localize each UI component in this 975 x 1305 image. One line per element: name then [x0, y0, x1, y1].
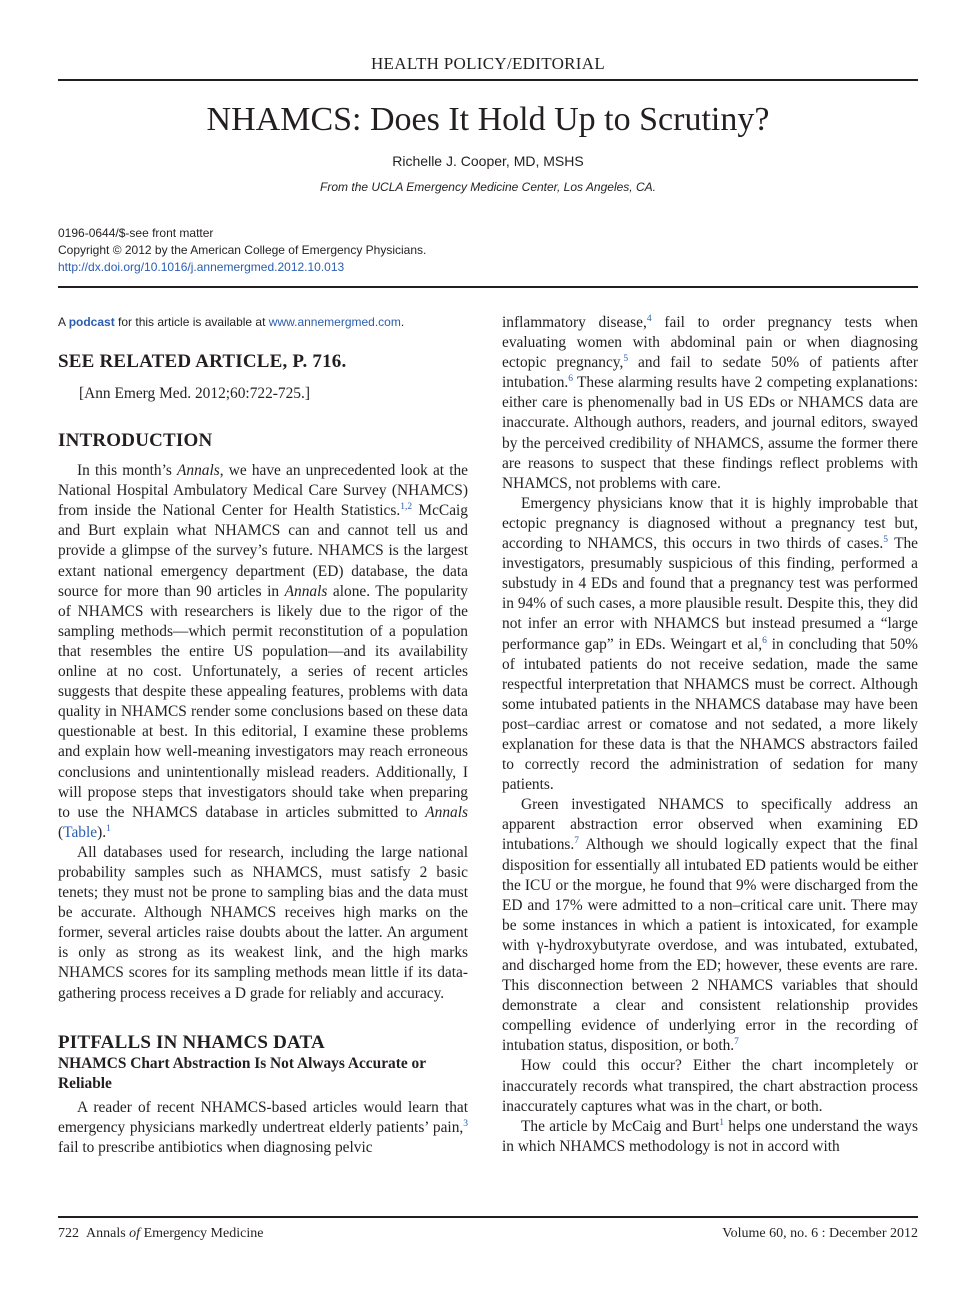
body-paragraph-5: The article by McCaig and Burt$^1$ helps one understand the ways in which NHAMCS methodology is not in accord with [502, 1117, 918, 1155]
table-link[interactable]: Table [63, 823, 98, 841]
reference-link[interactable]: 1,2 [400, 502, 413, 513]
journal-url-link[interactable]: www.annemergmed.com [268, 315, 401, 329]
article-title: NHAMCS: Does It Hold Up to Scrutiny? [206, 101, 770, 138]
body-paragraph-3: Green investigated NHAMCS to specifically address an apparent abstraction error observed when examining ED intubations.$^7$ Although we should logically expect that the final disposition for essentially all intubated ED patients would be either the ICU or the morgue, he found that 9% were discharged from the ED and 17% were admitted to a non–critical care unit. There may be some instances in which a patient is intoxicated, for example with γ-hydroxybutyrate overdose, and was intubated, extubated, and discharged home from the ED; however, these events are rare. This disconnection between 2 NHAMCS variables that should demonstrate a clear and consistent relationship provides compelling evidence of underlying error in the recording of intubation status, disposition, or both.$^7$ [502, 796, 918, 1055]
pitfalls-paragraph-1: A reader of recent NHAMCS-based articles would learn that emergency physicians markedly undertreat elderly patients’ pain,$^3$ fail to prescribe antibiotics when diagnosing pelvic [58, 1098, 468, 1156]
introduction-heading: INTRODUCTION [58, 430, 213, 452]
intro-paragraph-2: All databases used for research, including the large national probability samples such as NHAMCS, must satisfy 2 basic tenets; they must not be prone to sampling bias and the data must be accurate. Although NHAMCS receives high marks on the former, several articles raise doubts about the latter. An argument is only as strong as its weakest link, and the high marks NHAMCS scores for its sampling methods mean little if its data-gathering process receives a D grade for reliably and accuracy. [58, 843, 468, 1002]
issn: 0196-0644/$-see front matter [58, 226, 214, 240]
section-label: HEALTH POLICY/EDITORIAL [370, 54, 606, 73]
reference-link[interactable]: 7 [574, 836, 579, 847]
related-article-heading: SEE RELATED ARTICLE, P. 716. [58, 351, 347, 372]
reference-link[interactable]: 7 [734, 1037, 739, 1048]
author-affiliation: From the UCLA Emergency Medicine Center, Los Angeles, CA. [320, 180, 656, 194]
pitfalls-subheading: NHAMCS Chart Abstraction Is Not Always Accurate or Reliable [58, 1054, 426, 1092]
reference-link[interactable]: 5 [623, 354, 629, 365]
citation: [Ann Emerg Med. 2012;60:722-725.] [79, 385, 310, 402]
journal-name: Annals of Emergency Medicine [86, 1226, 264, 1241]
copyright: Copyright © 2012 by the American College of Emergency Physicians. [58, 243, 427, 257]
podcast-link[interactable]: podcast [68, 315, 115, 329]
left-column [58, 313, 468, 1158]
reference-link[interactable]: 6 [762, 635, 767, 646]
intro-paragraph-1: In this month’s Annals, we have an unprecedented look at the National Hospital Ambulatory Medical Care Survey (NHAMCS) from inside the National Center for Health Statistics.$^{1,2}$ McCaig and Burt explain what NHAMCS can and cannot tell us and provide a glimpse of the survey’s future. NHAMCS is the largest extant national emergency department (ED) database, the data source for more than 90 articles in Annals alone. The popularity of NHAMCS with researchers is likely due to the rigor of the sampling methods—which permit reconstitution of a population that resembles the entire US population—and its availability online at no cost. Unfortunately, a series of recent articles suggests that despite these appealing features, problems with data quality in NHAMCS render some conclusions based on these data questionable at best. In this editorial, I examine these problems and explain how well-meaning investigators may reach erroneous conclusions and unintentionally mislead readers. Additionally, I will propose steps that investigators should take when preparing to use the NHAMCS database in articles submitted to Annals (Table).$^1$ [58, 462, 468, 841]
reference-link[interactable]: 3 [463, 1118, 468, 1129]
reference-link[interactable]: 1 [106, 823, 111, 834]
body-paragraph-1: inflammatory disease,$^4$ fail to order pregnancy tests when evaluating women with abdominal pain or when diagnosing ectopic pregnancy,$^5$ and fail to sedate 50% of patients after intubation.$^6$ These alarming results have 2 competing explanations: either care is phenomenally bad in US EDs or NHAMCS data are inaccurate. Although authors, readers, and journal editors, swayed by the perceived credibility of NHAMCS, assume the former there are reasons to suspect that these findings reflect problems with NHAMCS, not problems with care. [502, 313, 918, 492]
footer-rule [58, 1216, 918, 1218]
author-name: Richelle J. Cooper, MD, MSHS [392, 153, 584, 169]
reference-link[interactable]: 4 [646, 313, 652, 324]
reference-link[interactable]: 5 [883, 534, 888, 545]
body-paragraph-4: How could this occur? Either the chart incompletely or inaccurately records what transpired, the chart abstraction process inaccurately captures what was in the chart, or both. [502, 1057, 918, 1115]
article-meta [58, 225, 426, 276]
reference-link[interactable]: 1 [719, 1117, 724, 1128]
meta-rule [58, 286, 918, 288]
page-number: 722 [58, 1226, 79, 1241]
right-column [502, 313, 918, 1157]
footer-left [58, 1226, 263, 1242]
doi-link[interactable]: http://dx.doi.org/10.1016/j.annemergmed.2012.10.013 [58, 260, 345, 274]
header-rule [58, 79, 918, 81]
body-paragraph-2: Emergency physicians know that it is highly improbable that ectopic pregnancy is diagnosed without a pregnancy test but, according to NHAMCS, this occurs in two thirds of cases.$^5$ The investigators, presumably suspicious of this finding, performed a substudy in 4 EDs and found that a pregnancy test was performed in 94% of such cases, a more plausible result. Despite this, they did not infer an error with NHAMCS but instead presumed a “large performance gap” in EDs. Weingart et al,$^6$ in concluding that 50% of intubated patients do not receive sedation, made the same respectful interpretation that NHAMCS must be correct. Although some intubated patients in the NHAMCS database may have been post–cardiac arrest or comatose and not sedated, a more likely explanation for these data is that the NHAMCS abstractors failed to correctly record the administration of sedation for many patients. [502, 494, 919, 794]
reference-link[interactable]: 6 [568, 374, 574, 385]
volume-issue: Volume 60, no. 6 : December 2012 [722, 1226, 918, 1241]
podcast-note: A podcast for this article is available at www.annemergmed.com. [58, 315, 405, 329]
pitfalls-heading: PITFALLS IN NHAMCS DATA [58, 1031, 325, 1053]
